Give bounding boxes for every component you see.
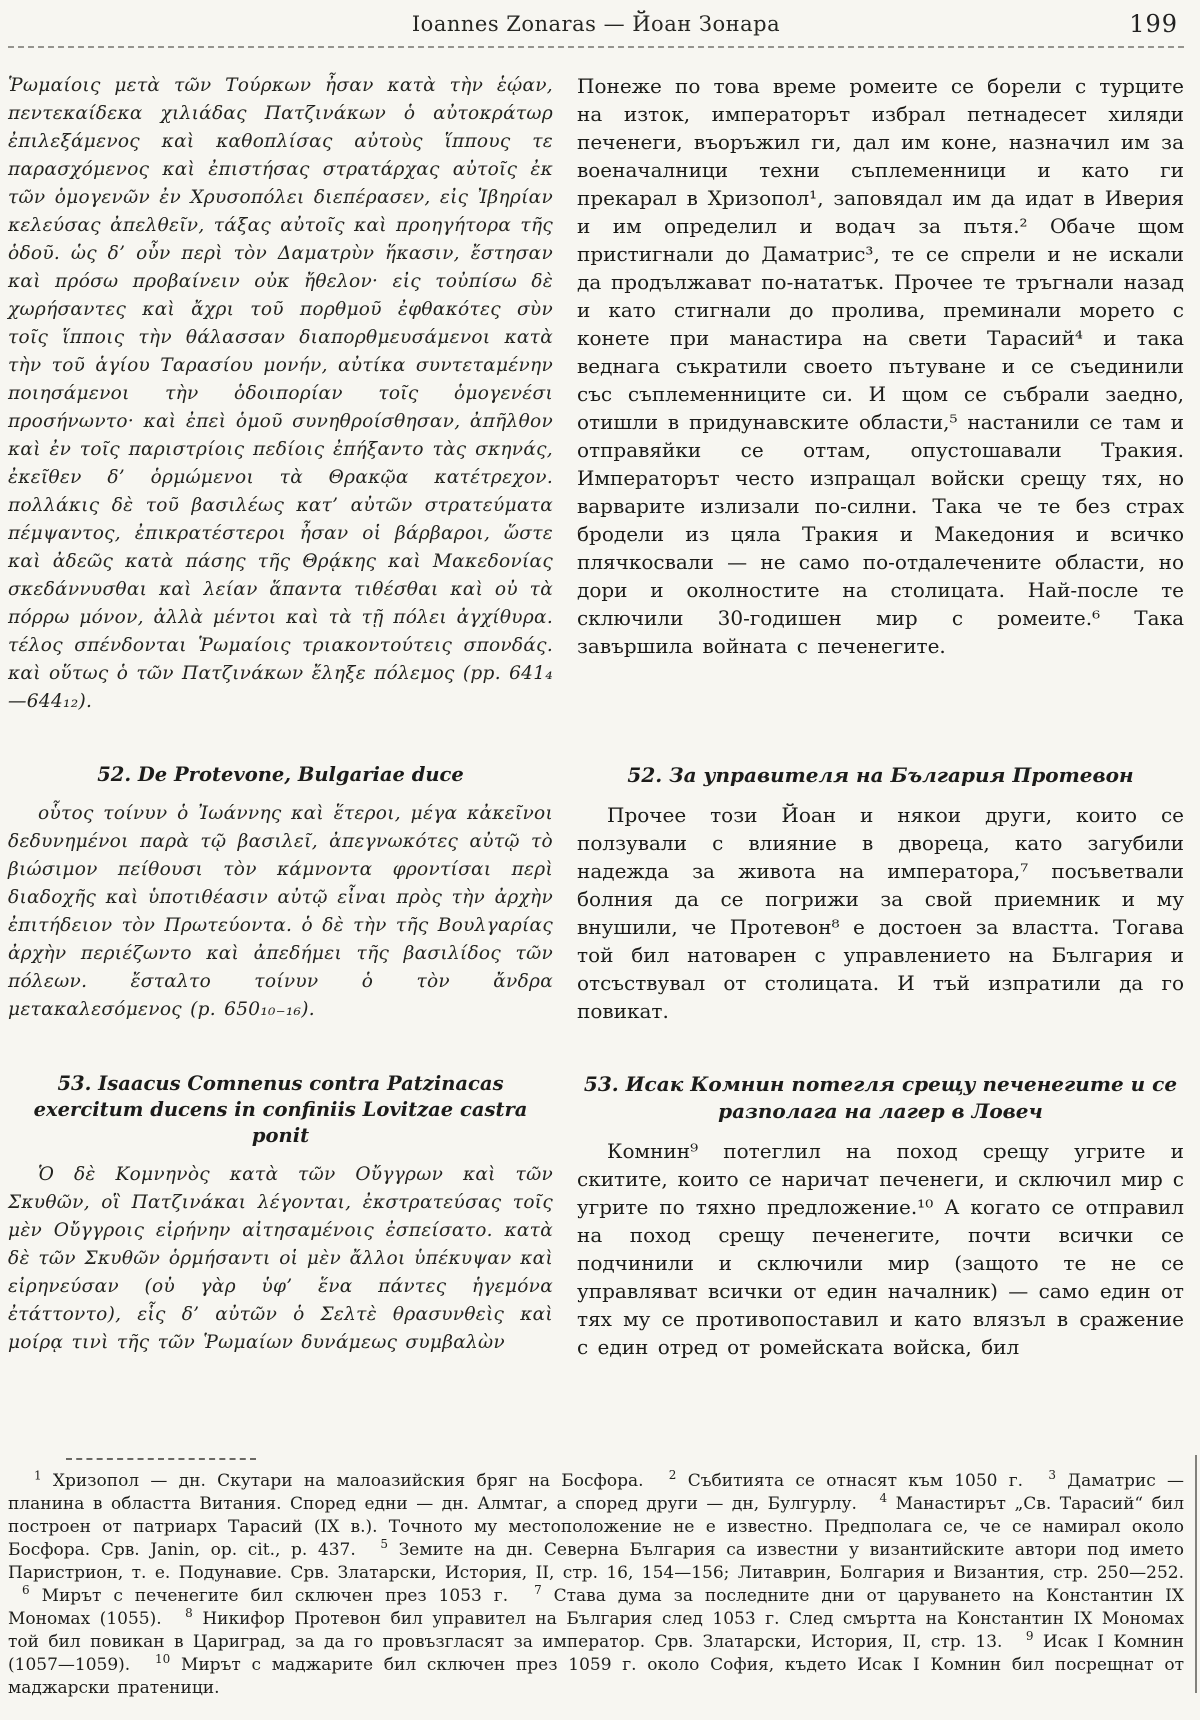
footnote-marker: 10 [154,1652,171,1667]
footnotes-section [8,1458,1184,1706]
footnote-text: Мирът с печенегите бил сключен през 1053 г. [29,1586,509,1606]
footnote-marker: 5 [380,1537,389,1552]
bulgarian-section-53-heading: 53. Исак Комнин потегля срещу печенегите и се разполага на лагер в Ловеч [583,1072,1178,1123]
footnote-text: Събитията се отнасят към 1050 г. [676,1471,1024,1491]
bulgarian-section-52-paragraph: Прочее този Йоан и някои други, които се ползували с влияние в двореца, като загубили надежда за живота на императора,⁷ посъветвали болния да се погрижи за свой приемник и му внушили, че Протевон⁸ е достоен за властта. Тогава той бил натоварен с управлението на България и отсъствувал от столицата. И тъй изпратили да го повикат. [577,803,1184,1023]
running-title: Ioannes Zonaras — Йоан Зонара [411,12,781,36]
header-rule [8,46,1184,48]
footnote-marker: 4 [879,1491,888,1506]
footnote-separator [66,1458,256,1460]
greek-section-53 [8,1071,553,1357]
bulgarian-section-52-heading: 52. За управителя на България Протевон [627,763,1134,787]
footnote-marker: 6 [22,1583,30,1598]
bulgarian-section-53-paragraph: Комнин⁹ потеглил на поход срещу угрите и скитите, които се наричат печенеги, и сключил мир с угрите по тяхно предложение.¹⁰ А когато се отправил на поход срещу печенегите, почти всички се подчинили и сключили мир (защото те не се управляват всички от един началник) — само един от тях му се противопоставил и като влязъл в сражение с един отред от ромейската войска, бил [577,1139,1184,1359]
greek-continuation-block [8,72,553,716]
footnote-text: Исак I Комнин (1057—1059). [8,1632,1184,1675]
footnote-marker: 8 [185,1606,193,1621]
footnote-marker: 7 [534,1583,542,1598]
page-number: 199 [1129,10,1178,38]
greek-section-52-heading: 52. De Protevone, Bulgariae duce [97,763,464,786]
footnote-text: Даматрис — планина в областта Витания. Според едни — дн. Алмтаг, а според други — дн, Булгурлу. [8,1471,1185,1514]
footnote-text: Манастирът „Св. Тарасий“ бил построен от патриарх Тарасий (IX в.). Точното му местоположение не е известно. Предполага се, че се намирал около Босфора. Срв. Janin, op. cit., p. 437. [8,1494,1184,1560]
scan-edge-artifact [1195,1455,1197,1693]
footnote-marker: 2 [668,1468,677,1483]
footnote-text: Хризопол — дн. Скутари на малоазийския бряг на Босфора. [41,1471,644,1491]
footnote-text: Става дума за последните дни от царуването на Константин IX Мономах (1055). [8,1586,1184,1629]
footnote-marker: 1 [34,1468,42,1483]
greek-section-53-paragraph: Ὁ δὲ Κομνηνὸς κατὰ τῶν Οὔγγρων καὶ τῶν Σκυθῶν, οἳ Πατζινάκαι λέγονται, ἐκστρατεύσας τοῖς μὲν Οὔγγροις εἰρήνην αἰτησαμένοις ἐσπείσατο. κατὰ δὲ τῶν Σκυθῶν ὁρμήσαντι οἱ μὲν ἄλλοι ὑπέκυψαν καὶ εἰρηνεύσαν (οὐ γὰρ ὑφ’ ἕνα πάντες ἡγεμόνα ἐτάττοντο), εἷς δ’ αὐτῶν ὁ Σελτὲ θρασυνθεὶς καὶ μοίρᾳ τινὶ τῆς τῶν Ῥωμαίων δυνάμεως συμβαλὼν [8,1164,553,1353]
footnote-text: Никифор Протевон бил управител на България след 1053 г. След смъртта на Константин IX Мономах той бил повикан в Цариград, за да го провъзгласят за император. Срв. Златарски, История, II, стр. 13. [8,1609,1184,1652]
footnote-marker: 9 [1025,1629,1034,1644]
footnotes-text [8,1470,1184,1700]
greek-continuation-paragraph: Ῥωμαίοις μετὰ τῶν Τούρκων ἦσαν κατὰ τὴν ἑῴαν, πεντεκαίδεκα χιλιάδας Πατζινάκων ὁ αὐτοκράτωρ ἐπιλεξάμενος καὶ καθοπλίσας αὐτοὺς ἵππους τε παρασχόμενος καὶ ἐπιστήσας στρατάρχας αὐτοῖς ἐκ τῶν ὁμογενῶν ἐν Χρυσοπόλει διεπέρασεν, εἰς Ἰβηρίαν κελεύσας ἀπελθεῖν, τάξας αὐτοῖς καὶ προηγήτορα τῆς ὁδοῦ. ὡς δ’ οὖν περὶ τὸν Δαματρὺν ἥκασιν, ἔστησαν καὶ πρόσω προβαίνειν οὐκ ἤθελον· εἰς τοὐπίσω δὲ χωρήσαντες καὶ ἄχρι τοῦ πορθμοῦ ἐφθακότες σὺν τοῖς ἵπποις τὴν θάλασσαν διαπορθμευσάμενοι κατὰ τὴν τοῦ ἁγίου Ταρασίου μονήν, αὐτίκα συντεταμένην ποιησάμενοι τὴν ὁδοιπορίαν τοῖς ὁμογενέσι προσήνωντο· καὶ ἐπεὶ ὁμοῦ συνηθροίσθησαν, ἀπῆλθον καὶ ἐν τοῖς παριστρίοις πεδίοις ἐπήξαντο τὰς σκηνάς, ἐκεῖθεν δ’ ὁρμώμενοι τὰ Θρακῷα κατέτρεχον. πολλάκις δὲ τοῦ βασιλέως κατ’ αὐτῶν στρατεύματα πέμψαντος, ἐπικρατέστεροι ἦσαν οἱ βάρβαροι, ὥστε καὶ ἀδεῶς κατὰ πάσης τῆς Θρᾴκης καὶ Μακεδονίας σκεδάννυσθαι καὶ λείαν ἅπαντα τιθέσθαι καὶ οὐ τὰ πόρρω μόνον, ἀλλὰ μέντοι καὶ τὰ τῇ πόλει ἀγχίθυρα. τέλος σπένδονται Ῥωμαίοις τριακοντούτεις σπονδάς. καὶ οὕτως ὁ τῶν Πατζινάκων ἔληξε πόλεμος (pp. 641₄—644₁₂). [8,75,553,712]
footnote-text: Земите на дн. Северна България са известни у византийските автори под името Паристрион, т. е. Подунавие. Срв. Златарски, История, II, стр. 16, 154—156; Литаврин, Болгария и Византия, стр. 250—252. [8,1540,1185,1583]
two-column-body [8,72,1184,1361]
page-header [8,10,1184,44]
footnote-text: Мирът с маджарите бил сключен през 1059 г. около София, където Исак I Комнин бил посрещнат от маджарски пратеници. [8,1655,1184,1698]
bulgarian-continuation-block [577,72,1184,660]
greek-section-52 [8,762,553,1024]
footnote-marker: 3 [1048,1468,1056,1483]
bulgarian-continuation-paragraph: Понеже по това време ромеите се борели с турците на изток, императорът избрал петнадесет хиляди печенеги, въоръжил ги, дал им коне, назначил им за военачалници техни съплеменници и като ги прекарал в Хризопол¹, заповядал им да идат в Иверия и им определил и водач за пътя.² Обаче щом пристигнали до Даматрис³, те се спрели и не искали да продължават по-нататък. Прочее те тръгнали назад и като стигнали до пролива, преминали морето с конете при манастира на свети Тарасий⁴ и така веднага съкратили своето пътуване и се съединили със съплеменниците си. И щом се събрали заедно, отишли в придунавските области,⁵ настанили се там и отправяйки се оттам, опустошавали Тракия. Императорът често изпращал войски срещу тях, но варварите излизали по-силни. Така че те без страх бродели из цяла Тракия и Македония и всичко плячкосвали — не само по-отдалечените области, но дори и околностите на столицата. Най-после те сключили 30-годишен мир с ромеите.⁶ Така завършила войната с печенегите. [577,74,1184,658]
greek-section-53-heading: 53. Isaacus Comnenus contra Patzinacas exercitum ducens in confiniis Lovitzae castra ponit [33,1072,528,1147]
bulgarian-section-52 [577,762,1184,1025]
greek-section-52-paragraph: οὗτος τοίνυν ὁ Ἰωάννης καὶ ἕτεροι, μέγα κἀκεῖνοι δεδυνημένοι παρὰ τῷ βασιλεῖ, ἀπεγνωκότες αὐτῷ τὸ βιώσιμον πείθουσι τὸν κάμνοντα φροντίσαι περὶ διαδοχῆς καὶ ὑποτιθέασιν αὐτῷ εἶναι πρὸς τὴν ἀρχὴν ἐπιτήδειον τὸν Πρωτεύοντα. ὁ δὲ τὴν τῆς Βουλγαρίας ἀρχὴν περιέζωντο καὶ ἀπεδήμει τῆς βασιλίδος τῶν πόλεων. ἔσταλτο τοίνυν ὁ τὸν ἄνδρα μετακαλεσόμενος (p. 650₁₀₋₁₆). [8,803,553,1020]
bulgarian-section-53 [577,1071,1184,1361]
